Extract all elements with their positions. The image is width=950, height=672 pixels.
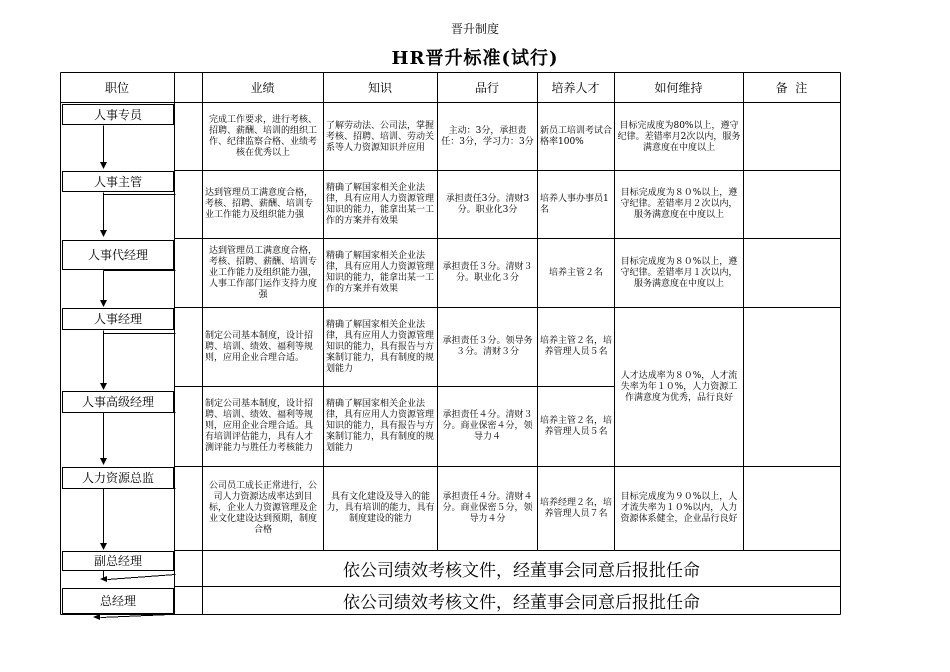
cell-talent-row-3: 培养主管２名，培养管理人员５名 [540,336,612,357]
cell-performance-row-5: 公司员工成长正常进行，公司人力资源达成率达到目标，企业人力资源管理及企业文化建设达到预期，制度合格 [208,481,317,535]
cell-performance-row-2: 达到管理员工满意度合格，考核、招聘、薪酬、培训专业工作能力及组织能力强，人事工作部门运作支持力度强 [208,245,317,300]
cell-talent-row-5: 培养经理２名，培养管理人员７名 [540,497,612,519]
column-header-position: 职位 [104,81,129,95]
cell-conduct-row-0: 主动：3分，承担责任：3分，学习力：3分 [441,126,534,147]
cell-talent-row-1: 培养人事办事员1名 [540,193,609,215]
cell-maintain-row-2: 目标完成度为８０%以上，遵守纪律。差错率月１次以内，服务满意度在中度以上 [620,256,738,289]
position-hr-acting-manager: 人事代经理 [62,240,174,270]
column-header-maintain: 如何维持 [654,81,703,95]
column-header-knowledge: 知识 [367,81,392,95]
gm-appointment-rule: 依公司绩效考核文件，经董事会同意后报批任命 [343,593,700,613]
cell-talent-row-2: 培养主管２名 [548,267,603,278]
document-header: 晋升制度 [450,22,499,36]
column-header-conduct: 品行 [474,81,499,95]
cell-performance-row-4: 制定公司基本制度，设计招聘、培训、绩效、福利等规则，应用企业合理合适。具有培训评估能力，具有人才测评能力与胜任力考核能力 [205,399,314,453]
cell-performance-row-0: 完成工作要求，进行考核、招聘、薪酬、培训的组织工作、纪律监察合格、业绩考核在优秀以上 [208,115,317,158]
cell-performance-row-3: 制定公司基本制度，设计招聘、培训、绩效、福利等规则，应用企业合理合适。 [205,330,314,363]
cell-maintain-row-5: 目标完成度为９０%以上，人才流失率为１０%以内，人力资源体系健全，企业品行良好 [620,492,738,524]
column-header-performance: 业绩 [250,81,275,95]
deputy-gm-appointment-rule: 依公司绩效考核文件，经董事会同意后报批任命 [343,561,700,581]
cell-knowledge-row-4: 精确了解国家相关企业法律，具有应用人力资源管理知识的能力，具有报告与方案制订能力，具有制度的规划能力 [326,399,435,453]
column-header-remarks: 备 注 [775,81,808,95]
cell-knowledge-row-2: 精确了解国家相关企业法律，具有应用人力资源管理知识的能力，能拿出某一工作的方案并有效果 [326,251,435,294]
cell-knowledge-row-0: 了解劳动法、公司法，掌握考核、招聘、培训、劳动关系等人力资源知识并应用 [326,120,435,153]
position-deputy-gm: 副总经理 [62,551,174,571]
cell-conduct-row-1: 承担责任3分。清财3分。职业化3分 [445,193,530,215]
cell-knowledge-row-3: 精确了解国家相关企业法律，具有应用人力资源管理知识的能力，具有报告与方案制订能力，具有制度的规划能力 [326,319,435,374]
cell-talent-row-0: 新员工培训考试合格率100% [540,126,612,147]
cell-knowledge-row-5: 具有文化建设及导入的能力，具有培训的能力，具有制度建设的能力 [326,492,435,524]
position-hr-director: 人力资源总监 [62,467,174,489]
cell-conduct-row-3: 承担责任３分。领导务３分。清财３分 [442,336,533,357]
cell-maintain-merged: 人才达成率为８０%，人才流失率为年１０%，人力资源工作满意度为优秀，品行良好 [620,370,738,403]
position-hr-specialist: 人事专员 [62,104,174,125]
column-header-talent: 培养人才 [551,81,600,95]
document-title: HR晋升标准(试行) [391,48,559,69]
position-hr-manager: 人事经理 [62,308,174,330]
cell-conduct-row-4: 承担责任４分。清财３分。商业保密４分，领导力４ [442,410,533,442]
cell-talent-row-4: 培养主管２名，培养管理人员５名 [540,415,612,437]
cell-conduct-row-2: 承担责任３分。清财３分。职业化３分 [442,262,533,283]
cell-maintain-row-1: 目标完成度为８０%以上，遵守纪律。差错率月２次以内，服务满意度在中度以上 [620,188,738,220]
cell-knowledge-row-1: 精确了解国家相关企业法律，具有应用人力资源管理知识的能力，能拿出某一工作的方案并有效果 [326,182,435,226]
position-hr-supervisor: 人事主管 [62,171,174,192]
cell-maintain-row-0: 目标完成度为80%以上，遵守纪律。差错率月2次以内，服务满意度在中度以上 [617,120,741,153]
position-hr-senior-manager: 人事高级经理 [62,391,174,413]
cell-conduct-row-5: 承担责任４分。清财４分。商业保密５分，领导力４分 [442,492,533,524]
cell-performance-row-1: 达到管理员工满意度合格，考核、招聘、薪酬、培训专业工作能力及组织能力强 [205,188,314,220]
position-gm: 总经理 [62,588,174,614]
